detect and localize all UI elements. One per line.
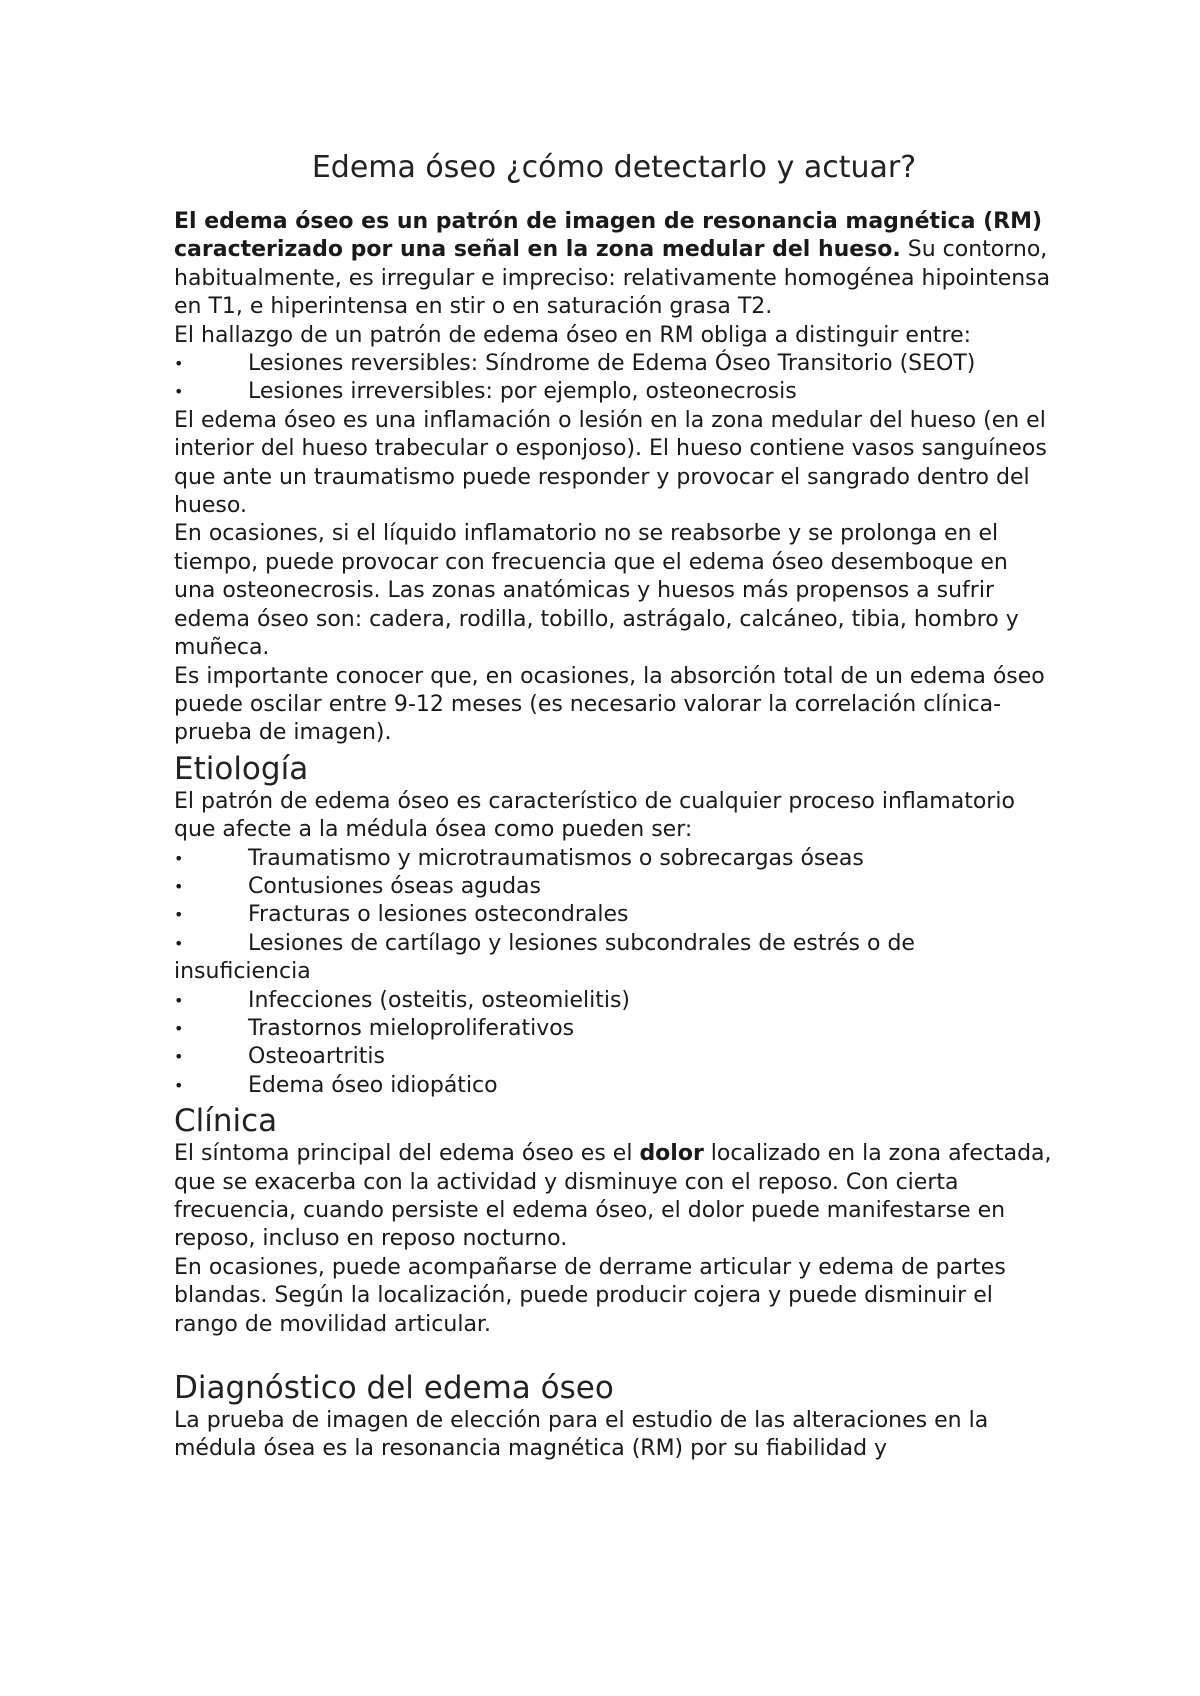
intro-bold-text: El edema óseo es un patrón de imagen de resonancia magnética (RM) caracterizado por una señal en la zona medular del hueso.	[174, 209, 1043, 263]
bullet-icon: •	[174, 382, 184, 402]
list-item-text: Lesiones irreversibles: por ejemplo, osteonecrosis	[248, 379, 797, 405]
document-page	[174, 148, 1054, 1464]
bullet-icon: •	[174, 905, 184, 925]
list-item	[174, 987, 1054, 1015]
list-item-text: Lesiones de cartílago y lesiones subcondrales de estrés o de insuficiencia	[174, 930, 915, 985]
list-item-text: Lesiones reversibles: Síndrome de Edema Óseo Transitorio (SEOT)	[248, 351, 976, 377]
blank-line	[174, 1339, 1054, 1367]
clinica-text-after: localizado en la zona afectada, que se exacerba con la actividad y disminuye con el reposo. Con cierta frecuencia, cuando persiste el edema óseo, el dolor puede manifestarse en reposo, incluso en reposo nocturno.	[174, 1141, 1052, 1252]
bullet-icon: •	[174, 1075, 184, 1095]
clinica-paragraph-2: En ocasiones, puede acompañarse de derrame articular y edema de partes blandas. Según la localización, puede producir cojera y puede disminuir el rango de movilidad articular.	[174, 1254, 1006, 1337]
list-item	[174, 845, 1054, 873]
bullet-icon: •	[174, 1018, 184, 1038]
occasions-paragraph: En ocasiones, si el líquido inflamatorio no se reabsorbe y se prolonga en el tiempo, puede provocar con frecuencia que el edema óseo desemboque en una osteonecrosis. Las zonas anatómicas y huesos más propensos a sufrir edema óseo son: cadera, rodilla, tobillo, astrágalo, calcáneo, tibia, hombro y muñeca.	[174, 521, 1019, 661]
intro-rest-text: Su contorno, habitualmente, es irregular e impreciso: relativamente homogénea hipointensa en T1, e hiperintensa en stir o en saturación grasa T2.	[174, 237, 1051, 320]
list-item	[174, 378, 1054, 406]
bullet-icon: •	[174, 1047, 184, 1067]
bullet-icon: •	[174, 876, 184, 896]
clinica-bold-text: dolor	[639, 1141, 704, 1167]
bullet-icon: •	[174, 354, 184, 374]
etiologia-intro: El patrón de edema óseo es característico de cualquier proceso inflamatorio que afecte a la médula ósea como pueden ser:	[174, 788, 1015, 843]
clinica-text-before: El síntoma principal del edema óseo es el	[174, 1141, 640, 1167]
list-item	[174, 1072, 1054, 1100]
section-heading-etiologia: Etiología	[174, 750, 309, 787]
bullet-icon: •	[174, 990, 184, 1010]
bullet-icon: •	[174, 933, 184, 953]
section-heading-clinica: Clínica	[174, 1103, 278, 1140]
section-heading-diagnostico: Diagnóstico del edema óseo	[174, 1370, 614, 1407]
clinica-paragraph-1	[174, 1140, 1054, 1254]
list-item-text: Infecciones (osteitis, osteomielitis)	[248, 987, 631, 1013]
list-item-text: Osteoartritis	[248, 1044, 385, 1070]
list-item-text: Fracturas o lesiones ostecondrales	[248, 902, 629, 928]
intro-paragraph	[174, 208, 1054, 322]
list-item-text: Trastornos mieloproliferativos	[248, 1015, 575, 1041]
list-item-text: Edema óseo idiopático	[248, 1072, 498, 1098]
important-paragraph: Es importante conocer que, en ocasiones, la absorción total de un edema óseo puede oscilar entre 9-12 meses (es necesario valorar la correlación clínica-prueba de imagen).	[174, 663, 1045, 746]
distinguish-paragraph: El hallazgo de un patrón de edema óseo en RM obliga a distinguir entre:	[174, 322, 972, 348]
list-item	[174, 873, 1054, 901]
inflammation-paragraph: El edema óseo es una inflamación o lesión en la zona medular del hueso (en el interior del hueso trabecular o esponjoso). El hueso contiene vasos sanguíneos que ante un traumatismo puede responder y provocar el sangrado dentro del hueso.	[174, 407, 1047, 519]
list-item	[174, 901, 1054, 929]
bullet-icon: •	[174, 848, 184, 868]
document-title: Edema óseo ¿cómo detectarlo y actuar?	[311, 150, 917, 185]
list-item-text: Contusiones óseas agudas	[248, 873, 541, 899]
diagnostico-paragraph-1: La prueba de imagen de elección para el estudio de las alteraciones en la médula ósea es la resonancia magnética (RM) por su fiabilidad y	[174, 1408, 989, 1462]
list-item	[174, 930, 1054, 987]
list-item	[174, 350, 1054, 378]
list-item	[174, 1043, 1054, 1071]
list-item	[174, 1015, 1054, 1043]
list-item-text: Traumatismo y microtraumatismos o sobrecargas óseas	[248, 845, 864, 871]
